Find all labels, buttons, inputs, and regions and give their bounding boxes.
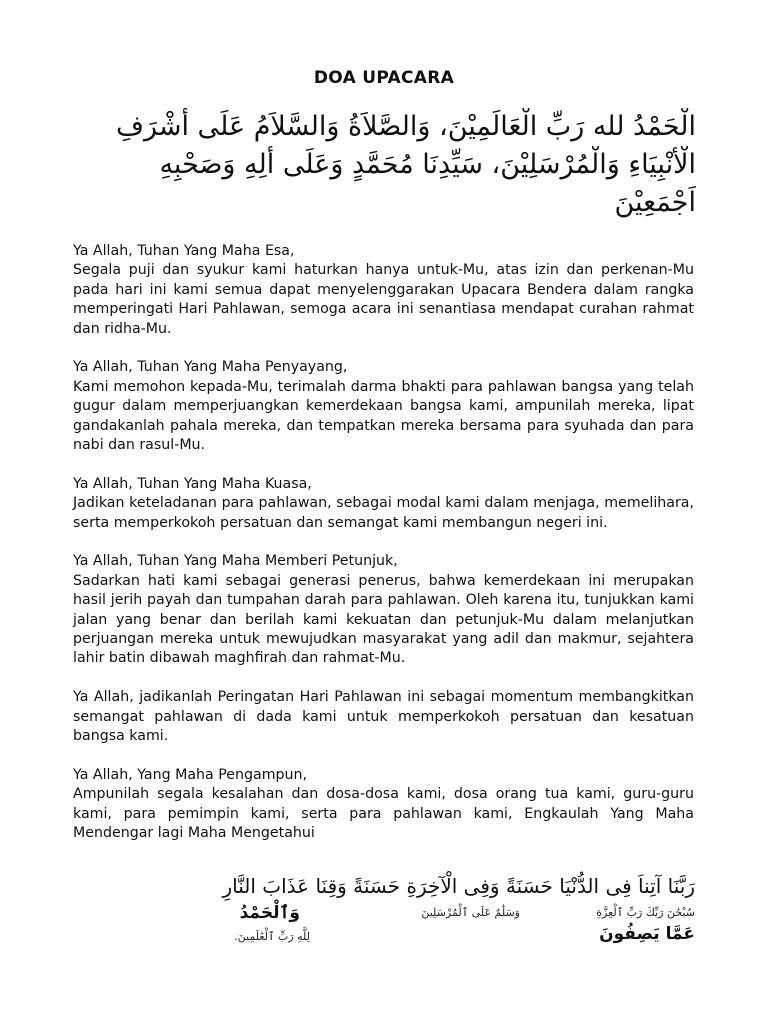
paragraph-text: Sadarkan hati kami sebagai generasi penerus, bahwa kemerdekaan ini merupakan hasil jerih payah dan tumpahan darah para pahlawan. Oleh karena itu, tunjukkan kami jalan yang benar dan berilah kami kekuatan dan petunjuk-Mu dalam melanjutkan perjuangan mereka untuk mewujudkan masyarakat yang adil dan makmur, sejahtera lahir batin dibawah maghfirah dan rahmat-Mu. <box>73 572 694 667</box>
prayer-paragraph-6 <box>73 766 694 844</box>
paragraph-heading: Ya Allah, Tuhan Yang Maha Memberi Petunjuk, <box>73 553 398 570</box>
closing-subhana: سُبْحَٰنَ رَبِّكَ رَبِّ ٱلْعِزَّةِ <box>596 906 695 919</box>
paragraph-text: Segala puji dan syukur kami haturkan hanya untuk-Mu, atas izin dan perkenan-Mu pada hari ini kami semua dapat menyelenggarakan Upacara Bendera dalam rangka memperingati Hari Pahlawan, semoga acara ini senantiasa mendapat curahan rahmat dan ridha-Mu. <box>73 262 694 337</box>
prayer-paragraph-4 <box>73 552 694 668</box>
arabic-opening-line-2: الْأَنْبِيَاءِ وَالْمُرْسَلِيْنَ، سَيِّدِنَا مُحَمَّدٍ وَعَلَى أٰلِهِ وَصَحْبِهِ <box>159 149 696 180</box>
arabic-opening-line-3: اَجْمَعِيْنَ <box>614 187 696 218</box>
closing-amma: عَمَّا يَصِفُونَ <box>599 924 695 944</box>
paragraph-heading: Ya Allah, Tuhan Yang Maha Penyayang, <box>73 359 348 376</box>
document-title: DOA UPACARA <box>313 68 455 88</box>
closing-walhamdu: وَٱلْحَمْدُ <box>239 903 300 923</box>
arabic-opening-prayer <box>70 108 696 222</box>
closing-lillahi: لِلَّهِ رَبِّ ٱلْعَٰلَمِينَ. <box>234 930 310 943</box>
paragraph-text: Kami memohon kepada-Mu, terimalah darma bhakti para pahlawan bangsa yang telah gugur dalam memperjuangkan kemerdekaan bangsa kami, ampunilah mereka, lipat gandakanlah pahala mereka, dan tempatkan mereka bersama para syuhada dan para nabi dan rasul-Mu. <box>73 378 694 454</box>
closing-main-line: رَبَّنَا آتِناَ فِى الدُّنْيَا حَسَنَةً وَفِى الْآخِرَةِ حَسَنَةً وَقِنَا عَذَابَ النَّارِ <box>222 874 695 898</box>
arabic-opening-line-1: الْحَمْدُ لله رَبِّ الْعَالَمِيْنَ، وَالصَّلاَةُ وَالسَّلاَمُ عَلَى أَشْرَفِ <box>115 111 696 142</box>
closing-salam: وَسَلَٰمٌ عَلَى ٱلْمُرْسَلِينَ <box>421 906 520 919</box>
paragraph-text: Ya Allah, jadikanlah Peringatan Hari Pahlawan ini sebagai momentum membangkitkan semangat pahlawan di dada kami untuk memperkokoh persatuan dan kesatuan bangsa kami. <box>73 689 694 745</box>
paragraph-heading: Ya Allah, Tuhan Yang Maha Esa, <box>73 243 295 259</box>
prayer-paragraph-1 <box>73 242 694 339</box>
paragraph-text: Jadikan keteladanan para pahlawan, sebagai modal kami dalam menjaga, memelihara, serta memperkokoh persatuan dan semangat kami membangun negeri ini. <box>73 495 694 531</box>
prayer-paragraph-2 <box>73 358 694 455</box>
paragraph-heading: Ya Allah, Tuhan Yang Maha Kuasa, <box>73 475 312 492</box>
paragraph-heading: Ya Allah, Yang Maha Pengampun, <box>73 766 308 783</box>
prayer-paragraph-3 <box>73 475 694 533</box>
prayer-body <box>73 242 694 863</box>
prayer-paragraph-5 <box>73 688 694 746</box>
paragraph-text: Ampunilah segala kesalahan dan dosa-dosa kami, dosa orang tua kami, guru-guru kami, para pemimpin kami, serta para pahlawan kami, Engkaulah Yang Maha Mendengar lagi Maha Mengetahui <box>73 786 694 842</box>
